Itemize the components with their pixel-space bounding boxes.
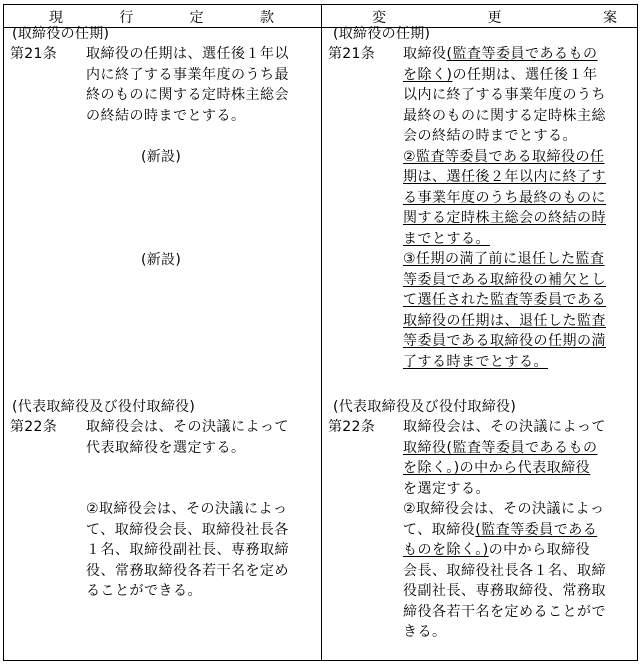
right-art22-text: 取締役会は、その決議によって 取締役(監査等委員であるもの を除く。)の中から代表取締役 を選定する。 ②取締役会は、その決議によっ て、取締役(監査等委員である ものを除く。)の中から取締役 会長、取締役社長各１名、取締 役副社長、専務取締役、常務取 締役各若干名を定めることがで きる。: [403, 419, 606, 640]
left-art22-para2: ②取締役会は、その決議によっ て、取締役会長、取締役社長各 １名、取締役副社長、専務取締 役、常務取締役各若干名を定め ることができる。: [86, 501, 289, 599]
left-art21-label: 第21条: [10, 46, 58, 62]
left-art21-heading: (取締役の任期): [12, 26, 110, 42]
left-new-2: (新設): [141, 252, 182, 268]
right-art22-heading: (代表取締役及び役付取締役): [333, 399, 517, 415]
left-new-1: (新設): [141, 149, 182, 165]
left-art22-label: 第22条: [10, 419, 58, 435]
header-proposed: 変更案: [372, 10, 617, 26]
right-art22-label: 第22条: [328, 419, 376, 435]
left-art21-text: 取締役の任期は、選任後１年以 内に終了する事業年度のうち最 終のものに関する定時株主総会 の終結の時までとする。: [86, 46, 289, 124]
right-art21-label: 第21条: [328, 46, 376, 62]
right-art21-heading: (取締役の任期): [333, 26, 431, 42]
left-art22-text: 取締役会は、その決議によって 代表取締役を選定する。: [86, 419, 289, 456]
header-current: 現行定款: [49, 10, 274, 26]
left-art22-heading: (代表取締役及び役付取締役): [12, 399, 196, 415]
right-art21-text: 取締役(監査等委員であるもの を除く)の任期は、選任後１年 以内に終了する事業年度のうち 最終のものに関する定時株主総 会の終結の時までとする。 ②監査等委員である取締役の任 期は、選任後２年以内に終了す る事業年度のうち最終のものに 関する定時株主総会の終結の時 までとする。 ③任期の満了前に退任した監査 等委員である取締役の補欠とし て選任された監査等委員である 取締役の任期は、退任した監査 等委員である取締役の任期の満 了する時までとする。: [403, 46, 606, 370]
column-divider: [321, 5, 322, 660]
